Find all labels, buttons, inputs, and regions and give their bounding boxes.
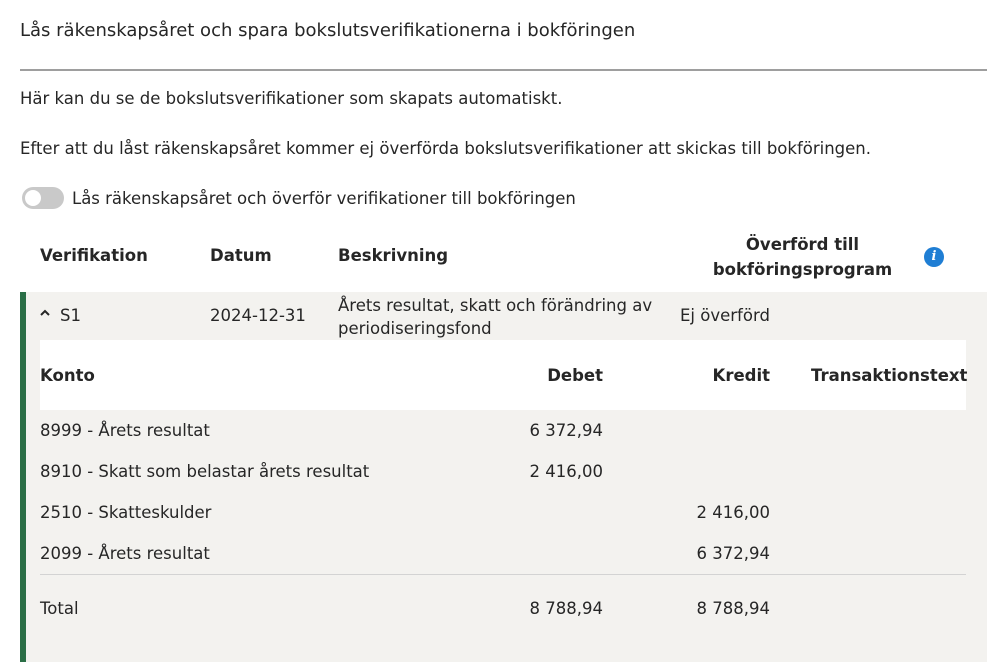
total-divider [40,574,966,575]
intro-text: Här kan du se de bokslutsverifikationer som skapats automatiskt. [20,89,563,108]
detail-credit: 6 372,94 [696,544,770,563]
lock-year-toggle-row [22,187,576,209]
detail-debit: 2 416,00 [529,462,603,481]
description-line1: Årets resultat, skatt och förändring av [338,296,653,315]
chevron-up-icon[interactable] [40,308,50,318]
column-header-verification: Verifikation [40,246,148,265]
column-header-description: Beskrivning [338,246,449,265]
toggle-knob [25,190,41,206]
detail-account: 2510 - Skatteskulder [40,503,212,522]
column-header-date: Datum [210,246,272,265]
notice-text: Efter att du låst räkenskapsåret kommer ej överförda bokslutsverifikationer att skickas till bokföringen. [20,139,872,158]
info-icon[interactable]: i [924,247,944,267]
verification-row-s1[interactable] [20,292,987,662]
details-header-debit: Debet [547,366,603,385]
column-header-transferred-line2: bokföringsprogram [712,260,893,279]
column-header-transferred [700,232,905,282]
transfer-status: Ej överförd [680,306,770,325]
details-header-text: Transaktionstext [811,366,968,385]
total-credit: 8 788,94 [696,599,770,618]
detail-account: 8999 - Årets resultat [40,421,210,440]
lock-year-toggle-label: Lås räkenskapsåret och överför verifikationer till bokföringen [72,188,576,208]
lock-year-toggle[interactable] [22,187,64,209]
verification-description [338,294,652,340]
page-title: Lås räkenskapsåret och spara bokslutsverifikationerna i bokföringen [20,20,636,41]
details-header [40,340,966,410]
detail-account: 8910 - Skatt som belastar årets resultat [40,462,370,481]
verification-id: S1 [60,306,81,325]
details-header-credit: Kredit [712,366,770,385]
detail-debit: 6 372,94 [529,421,603,440]
title-divider [20,69,987,71]
total-debit: 8 788,94 [529,599,603,618]
details-header-account: Konto [40,366,95,385]
detail-credit: 2 416,00 [696,503,770,522]
column-header-transferred-line1: Överförd till [745,235,860,254]
verification-date: 2024-12-31 [210,306,306,325]
description-line2: periodiseringsfond [338,319,492,338]
detail-account: 2099 - Årets resultat [40,544,210,563]
total-label: Total [40,599,79,618]
